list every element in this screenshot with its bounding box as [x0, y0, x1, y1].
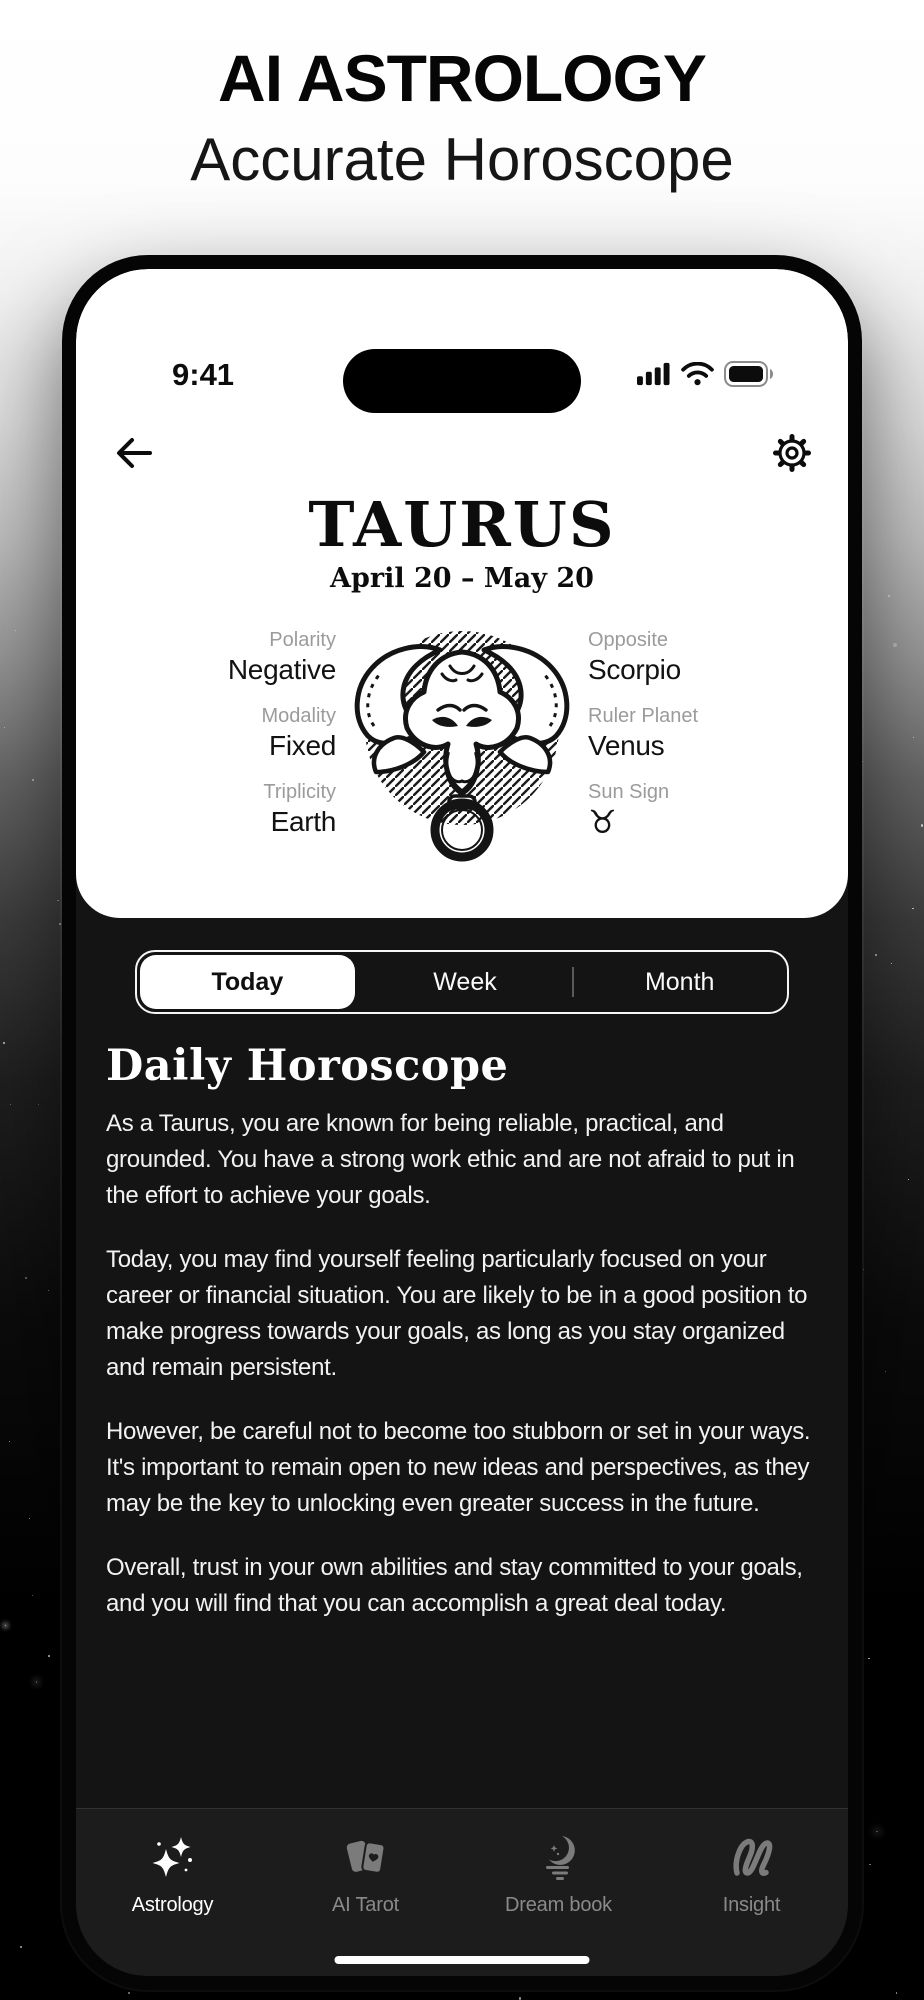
attribute-item [588, 704, 698, 764]
sign-card [76, 269, 848, 918]
moon-dream-icon [535, 1833, 583, 1886]
scribble-icon [728, 1833, 776, 1886]
attribute-item [588, 628, 681, 688]
attribute-label: Triplicity [263, 781, 336, 803]
horoscope-paragraph: However, be careful not to become too stubborn or set in your ways. It's important to remain open to new ideas and perspectives, as they may be the key to unlocking even greater success in the future. [106, 1418, 811, 1517]
horoscope-paragraph: As a Taurus, you are known for being reliable, practical, and grounded. You have a strong work ethic and are not afraid to put in the effort to achieve your goals. [106, 1110, 795, 1209]
phone-screen [76, 269, 848, 1976]
home-indicator[interactable] [335, 1956, 590, 1964]
sign-name: TAURUS [308, 488, 616, 561]
bottom-tab-bar [76, 1808, 848, 1976]
attribute-label: Ruler Planet [588, 705, 699, 727]
horoscope-paragraph: Overall, trust in your own abilities and stay committed to your goals, and you will find that you can accomplish a great deal today. [106, 1554, 803, 1617]
status-bar [76, 269, 848, 419]
phone-mockup [62, 255, 862, 1990]
cellular-signal-icon [637, 362, 671, 391]
attribute-value: Fixed [269, 730, 336, 761]
tab-label: AI Tarot [332, 1894, 399, 1916]
attribute-value: Negative [227, 654, 336, 685]
hero-subtitle: Accurate Horoscope [190, 125, 734, 193]
bull-illustration [350, 616, 574, 864]
attribute-value: Earth [270, 806, 336, 837]
hero-title: AI ASTROLOGY [218, 41, 706, 115]
battery-icon [724, 361, 776, 392]
attribute-label: Sun Sign [588, 781, 670, 803]
settings-button[interactable] [772, 433, 812, 478]
attribute-value: Scorpio [588, 654, 681, 685]
status-icons [637, 361, 776, 392]
period-tab-week[interactable]: Week [433, 967, 497, 996]
segment-divider [572, 967, 574, 997]
wifi-icon [681, 362, 714, 391]
tab-item-insight[interactable] [655, 1833, 848, 1917]
horoscope-heading: Daily Horoscope [106, 1041, 509, 1091]
taurus-glyph: ♉ [588, 803, 617, 841]
attribute-value: Venus [588, 730, 665, 761]
tab-item-ai-tarot[interactable] [269, 1833, 462, 1917]
screen-nav-row [76, 433, 848, 477]
tab-item-dream-book[interactable] [462, 1833, 655, 1917]
attribute-label: Modality [261, 705, 336, 727]
horoscope-body [106, 1106, 818, 1622]
dynamic-island [343, 349, 581, 413]
tab-item-astrology[interactable] [76, 1833, 269, 1917]
sparkles-icon [149, 1833, 197, 1886]
attribute-item [263, 780, 336, 840]
attribute-label: Polarity [269, 629, 336, 651]
sign-date-range: April 20 – May 20 [330, 563, 594, 594]
attribute-item [588, 780, 669, 840]
sign-attributes [76, 616, 848, 864]
horoscope-section [106, 950, 818, 1650]
back-button[interactable] [112, 433, 156, 478]
period-segmented-control[interactable] [135, 950, 789, 1014]
tab-label: Insight [722, 1894, 781, 1916]
attribute-label: Opposite [588, 629, 669, 651]
attributes-right-column [588, 616, 816, 856]
status-time: 9:41 [172, 357, 235, 392]
attributes-left-column [108, 616, 336, 856]
tab-label: Dream book [505, 1894, 612, 1916]
period-tab-today[interactable]: Today [140, 955, 355, 1009]
attribute-item [228, 628, 336, 688]
horoscope-paragraph: Today, you may find yourself feeling particularly focused on your career or financial situation. You are likely to be in a good position to make progress towards your goals, as long as you stay organized and remain persistent. [106, 1246, 808, 1381]
hero-header [0, 42, 924, 194]
attribute-item [262, 704, 336, 764]
tarot-cards-icon [342, 1833, 390, 1886]
period-tab-month[interactable]: Month [572, 952, 787, 1012]
tab-label: Astrology [131, 1894, 214, 1916]
